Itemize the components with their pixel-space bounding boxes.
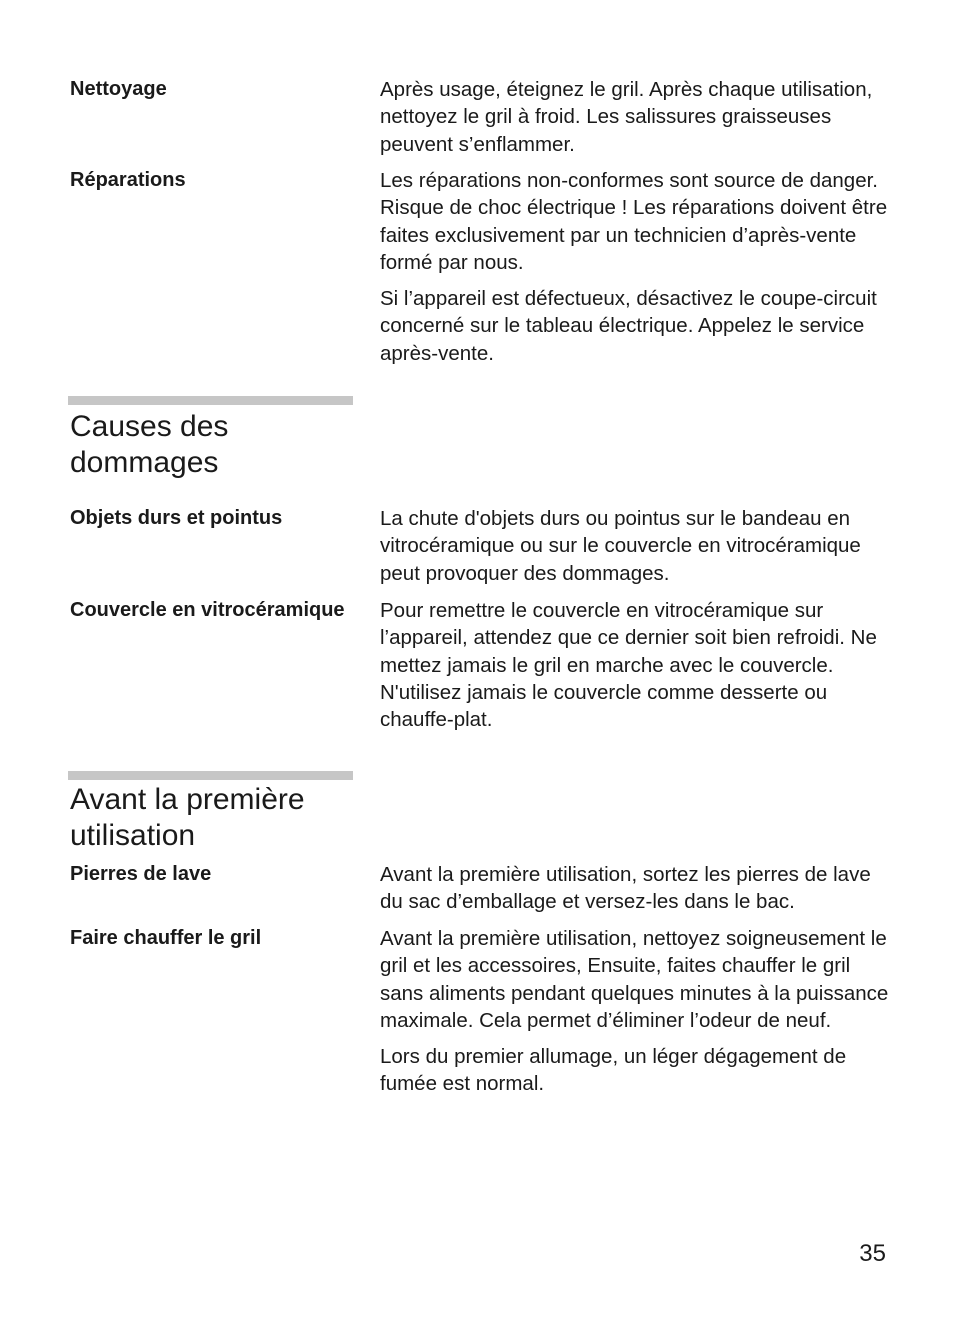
label-faire-chauffer: Faire chauffer le gril [70,927,262,949]
paragraph: La chute d'objets durs ou pointus sur le bandeau en vitrocéramique ou sur le couvercle en vitrocéramique peut provoquer des dommages. [380,507,861,585]
text-faire-chauffer [380,925,895,1107]
text-objets-durs [380,505,895,596]
heading-line: Causes des [70,410,229,443]
label-reparations: Réparations [70,169,186,191]
paragraph: Après usage, éteignez le gril. Après chaque utilisation, nettoyez le gril à froid. Les salissures graisseuses peuvent s’enflammer. [380,78,873,156]
section-divider [68,396,353,405]
paragraph: Avant la première utilisation, nettoyez soigneusement le gril et les accessoires, Ensuite, faites chauffer le gril sans aliments pendant quelques minutes à la puissance maximale. Cela permet d’éliminer l’odeur de neuf. [380,927,889,1032]
text-nettoyage [380,76,895,167]
label-nettoyage: Nettoyage [70,78,167,100]
section-divider [68,771,353,780]
page-number: 35 [859,1240,886,1267]
label-pierres-de-lave: Pierres de lave [70,863,212,885]
label-couvercle: Couvercle en vitrocéramique [70,599,345,621]
heading-avant-premiere-utilisation [70,782,470,854]
paragraph: Pour remettre le couvercle en vitrocéramique sur l’appareil, attendez que ce dernier soit bien refroidi. Ne mettez jamais le gril en marche avec le couvercle. N'utilisez jamais le couvercle comme desserte ou chauffe-plat. [380,599,877,732]
heading-line: dommages [70,446,219,479]
heading-causes-des-dommages [70,409,470,481]
paragraph: Les réparations non-conformes sont source de danger. Risque de choc électrique ! Les réparations doivent être faites exclusivement par un technicien d’après-vente formé par nous. [380,169,888,274]
paragraph: Si l’appareil est défectueux, désactivez le coupe-circuit concerné sur le tableau électrique. Appelez le service après-vente. [380,287,877,365]
paragraph: Lors du premier allumage, un léger dégagement de fumée est normal. [380,1045,847,1096]
heading-line: Avant la première [70,783,305,816]
heading-line: utilisation [70,819,196,852]
text-reparations [380,167,895,376]
text-couvercle [380,597,895,742]
label-objets-durs: Objets durs et pointus [70,507,283,529]
text-pierres-de-lave [380,861,895,925]
paragraph: Avant la première utilisation, sortez les pierres de lave du sac d’emballage et versez-les dans le bac. [380,863,871,914]
